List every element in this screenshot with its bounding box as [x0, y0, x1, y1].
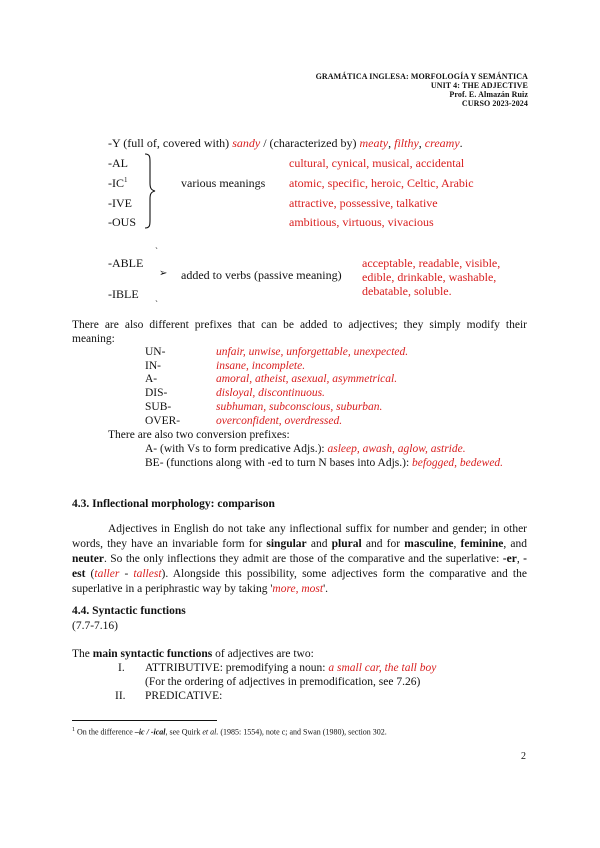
examples-ic: atomic, specific, heroic, Celtic, Arabic [289, 176, 474, 190]
arrow-bullet-icon: ➢ [159, 268, 168, 279]
section-reference: (7.7-7.16) [72, 620, 118, 632]
footnote-term: –ic / -ical [134, 727, 166, 737]
example-taller: taller [94, 568, 120, 580]
list-number-1: I. [118, 662, 125, 674]
prefix-un-examples: unfair, unwise, unforgettable, unexpected. [216, 346, 409, 358]
suffix-y-example-sandy: sandy [232, 136, 261, 150]
suffix-able: -ABLE [108, 256, 144, 270]
header-line-professor: Prof. E. Almazán Ruiz [449, 90, 528, 99]
prefix-intro-paragraph: There are also different prefixes that can be added to adjectives; they simply modify their meaning: [72, 319, 527, 345]
group1-meaning: various meanings [181, 176, 266, 190]
prefix-over-examples: overconfident, overdressed. [216, 415, 343, 427]
examples-al: cultural, cynical, musical, accidental [289, 156, 465, 170]
attributive-examples: a small car, the tall boy [328, 662, 437, 674]
term-singular: singular [266, 538, 307, 550]
suffix-ous: -OUS [108, 215, 137, 229]
examples-able-line2: edible, drinkable, washable, [362, 270, 497, 284]
prefix-sub-examples: subhuman, subconscious, suburban. [216, 401, 383, 413]
group2-meaning: added to verbs (passive meaning) [181, 268, 342, 282]
attributive-line [145, 662, 436, 674]
conversion-a-line [145, 443, 466, 455]
page-number: 2 [521, 751, 526, 762]
suffix-ic-label: -IC [108, 176, 124, 190]
examples-able-line3: debatable, soluble. [362, 284, 452, 298]
header-line-unit: UNIT 4: THE ADJECTIVE [430, 81, 528, 90]
term-feminine: feminine [460, 538, 504, 550]
conversion-intro: There are also two conversion prefixes: [108, 429, 290, 441]
suffix-ive: -IVE [108, 196, 132, 210]
syntactic-intro: The main syntactic functions of adjectives are two: [72, 648, 314, 660]
suffix-y-line: -Y (full of, covered with) sandy / (characterized by) meaty, filthy, creamy. [108, 136, 463, 150]
suffix-ible: -IBLE [108, 287, 139, 301]
prefix-dis-examples: disloyal, discontinuous. [216, 387, 325, 399]
suffix-er: -er [502, 553, 517, 565]
example-most: most [301, 583, 324, 595]
footnote-ref: 1 [124, 176, 128, 184]
suffix-est: -est [72, 553, 528, 580]
prefix-un: UN- [145, 346, 166, 358]
term-main-syntactic-functions: main syntactic functions [92, 648, 213, 660]
suffix-al: -AL [108, 156, 128, 170]
conversion-be-examples: befogged, bedewed. [412, 457, 504, 469]
suffix-y-separator: / (characterized by) [260, 136, 360, 150]
term-plural: plural [331, 538, 362, 550]
attributive-note: (For the ordering of adjectives in premodification, see 7.26) [145, 676, 421, 688]
prefix-dis: DIS- [145, 387, 168, 399]
prefix-a: A- [145, 373, 158, 385]
conversion-be-line [145, 457, 503, 469]
attributive-label: ATTRIBUTIVE: premodifying a noun: [145, 662, 329, 674]
conversion-a-label: A- (with Vs to form predicative Adjs.): [145, 443, 328, 455]
prefix-a-examples: amoral, atheist, asexual, asymmetrical. [216, 373, 398, 385]
prefix-in-examples: insane, incomplete. [216, 360, 306, 372]
example-more: more [272, 583, 296, 595]
suffix-y-example-creamy: creamy [424, 136, 460, 150]
footnote-number: 1 [72, 727, 75, 733]
header-line-year: CURSO 2023-2024 [461, 99, 528, 108]
prefix-over: OVER- [145, 415, 181, 427]
brace-top-mark: ˋ [155, 246, 158, 256]
examples-ive: attractive, possessive, talkative [289, 196, 438, 210]
suffix-y-example-filthy: filthy [394, 136, 419, 150]
footnote-divider [72, 720, 217, 721]
prefix-in: IN- [145, 360, 161, 372]
term-masculine: masculine [404, 538, 454, 550]
curly-brace-icon [143, 153, 157, 229]
term-neuter: neuter [72, 553, 104, 565]
conversion-a-examples: asleep, awash, aglow, astride. [327, 443, 466, 455]
conversion-be-label: BE- (functions along with -ed to turn N bases into Adjs.): [145, 457, 413, 469]
comparison-paragraph: Adjectives in English do not take any inflectional suffix for number and gender; in other words, they have an invariable form for singular and plural and for masculine, feminine, and neuter. So the only inflections they admit are those of the comparative and the superlative: -er, -est (taller - tallest). Alongside this possibility, some adjectives form the comparative and the superlative in a periphrastic way by taking 'more, most'. [72, 523, 528, 595]
header-line-course: GRAMÁTICA INGLESA: MORFOLOGÍA Y SEMÁNTICA [315, 72, 528, 81]
suffix-y-label: -Y (full of, covered with) [108, 136, 230, 150]
suffix-ic [108, 176, 128, 191]
section-heading-comparison: 4.3. Inflectional morphology: comparison [72, 498, 275, 510]
prefix-sub: SUB- [145, 401, 172, 413]
brace-bottom-mark: ˏ [155, 292, 158, 302]
examples-ous: ambitious, virtuous, vivacious [289, 215, 434, 229]
section-heading-syntactic: 4.4. Syntactic functions [72, 605, 186, 617]
example-tallest: tallest [133, 568, 162, 580]
footnote: $^1$ On the difference –ic / -ical, see Quirk et al. (1985: 1554), note c; and Swan (1980), section 302. [72, 727, 387, 737]
suffix-y-example-meaty: meaty [359, 136, 389, 150]
examples-able-line1: acceptable, readable, visible, [362, 256, 501, 270]
predicative-label: PREDICATIVE: [145, 690, 223, 702]
list-number-2: II. [115, 690, 126, 702]
